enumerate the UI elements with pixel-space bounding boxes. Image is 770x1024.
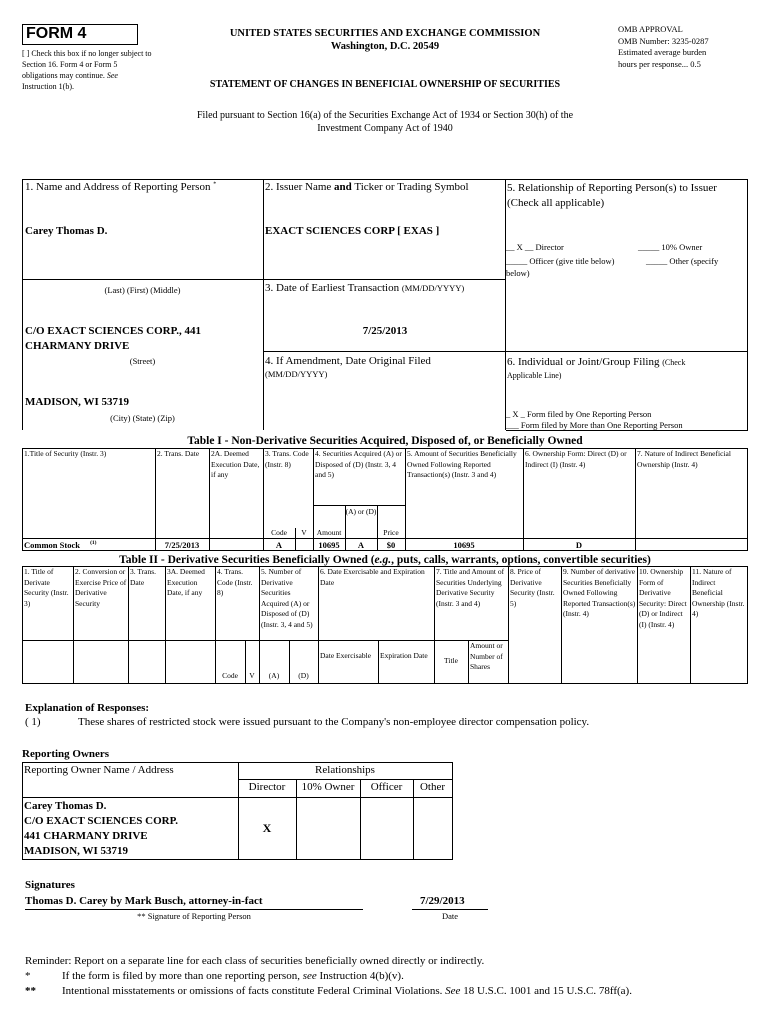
issuer-name: EXACT SCIENCES CORP [ EXAS ]: [265, 225, 440, 237]
t2-col8: 8. Price of Derivative Security (Instr. 5): [510, 567, 555, 608]
date-label: Date: [441, 911, 459, 921]
t2-col2: 2. Conversion or Exercise Price of Derivative Security: [75, 567, 127, 608]
t1-row-code: A: [275, 540, 283, 550]
t1-col3: 3. Trans. Code (Instr. 8): [265, 449, 309, 469]
signature-label: ** Signature of Reporting Person: [137, 911, 251, 921]
box1-label: [25, 181, 216, 193]
box1-label-text: 1. Name and Address of Reporting Person: [25, 181, 211, 193]
footnote-1: [62, 970, 404, 982]
owners-col-rel: Relationships: [315, 764, 375, 776]
t2-sub-code: Code: [222, 671, 238, 680]
owners-heading: Reporting Owners: [22, 748, 110, 760]
date-line: [412, 909, 488, 910]
t1-row-form: D: [575, 540, 583, 550]
explanation-marker: ( 1): [25, 716, 41, 728]
t1-col1: 1.Title of Security (Instr. 3): [24, 449, 107, 458]
t1-sub-code: Code: [271, 528, 287, 537]
owner-name-line1: Carey Thomas D.: [24, 800, 107, 812]
see-label: See: [106, 71, 118, 80]
t2-col4: 4. Trans. Code (Instr. 8): [217, 567, 253, 597]
name-parts-label: (Last) (First) (Middle): [104, 285, 181, 295]
below-label: below): [506, 268, 530, 278]
t2-col7: 7. Title and Amount of Securities Underlying Derivative Security (Instr. 3 and 4): [436, 567, 505, 608]
t1-col7: 7. Nature of Indirect Beneficial Ownership (Instr. 4): [637, 449, 731, 469]
reporting-street: [25, 324, 201, 354]
t1-row-price: $0: [386, 540, 396, 550]
t2-col11: 11. Nature of Indirect Beneficial Ownership (Instr. 4): [692, 567, 745, 618]
t1-row-footnote: (1): [90, 540, 97, 547]
agency-block: [160, 27, 610, 53]
box2-label-and: and: [334, 181, 352, 193]
t2-sub-a: (A): [268, 671, 280, 680]
owners-sub-officer: Officer: [370, 781, 403, 793]
city-parts-label: (City) (State) (Zip): [110, 413, 175, 423]
table2-title: [22, 554, 748, 566]
t2-sub-v: V: [249, 671, 255, 680]
t1-sub-amount: Amount: [316, 528, 342, 537]
signature-date: 7/29/2013: [420, 895, 465, 907]
box5-label-text2: (Check all applicable): [507, 197, 605, 209]
signature-line: [25, 909, 363, 910]
more-person-filing: ___ Form filed by More than One Reporting Person: [506, 420, 683, 430]
t1-row-owned: 10695: [453, 540, 475, 550]
table2-title-eg: e.g.: [374, 554, 392, 566]
agency-name: UNITED STATES SECURITIES AND EXCHANGE COMMISSION: [229, 28, 541, 39]
director-check: __ X __ Director: [506, 242, 564, 252]
t2-sub-title: Title: [444, 656, 458, 665]
t2-sub-d: (D): [298, 671, 309, 680]
owners-sub-director: Director: [248, 781, 286, 793]
officer-check: _____ Officer (give title below): [506, 256, 615, 266]
footnote2-see: See: [445, 985, 461, 997]
t2-sub-date-exercisable: Date Exercisable: [320, 651, 372, 660]
agency-city: Washington, D.C. 20549: [330, 41, 440, 52]
t2-col5: 5. Number of Derivative Securities Acquired (A) or Disposed of (D) (Instr. 3, 4 and 5): [261, 567, 313, 629]
omb-hours: hours per response... 0.5: [618, 58, 701, 69]
footnote-2: [62, 985, 632, 997]
owner-name-line4: MADISON, WI 53719: [24, 845, 129, 857]
explanation-heading: Explanation of Responses:: [25, 702, 150, 714]
footnote1-post: Instruction 4(b)(v).: [319, 970, 404, 982]
footnote2-post: 18 U.S.C. 1001 and 15 U.S.C. 78ff(a).: [463, 985, 632, 997]
t1-row-title: [24, 540, 97, 550]
omb-estimated: Estimated average burden: [618, 47, 707, 57]
filed-pursuant-line1: Filed pursuant to Section 16(a) of the Securities Exchange Act of 1934 or Section 30(h) of the: [196, 110, 574, 121]
owner-name-line2: C/O EXACT SCIENCES CORP.: [24, 815, 179, 827]
footnote-star2: **: [25, 985, 36, 997]
t2-sub-expiration: Expiration Date: [380, 651, 428, 660]
reminder: Reminder: Report on a separate line for each class of securities beneficially owned directly or indirectly.: [25, 955, 485, 967]
box5-label-text: 5. Relationship of Reporting Person(s) to Issuer: [507, 182, 717, 194]
box2-label-pre: 2. Issuer Name: [265, 181, 332, 193]
box2-label: [265, 181, 469, 193]
t2-sub-amount: Amount or Number of Shares: [470, 641, 503, 671]
table2-title-pre: Table II - Derivative Securities Beneficially Owned (: [119, 554, 375, 566]
table1-title: Table I - Non-Derivative Securities Acquired, Disposed of, or Beneficially Owned: [187, 435, 583, 447]
t1-col2: 2. Trans. Date: [157, 449, 200, 458]
omb-approval: OMB APPROVAL: [618, 24, 683, 34]
box2-label-post: Ticker or Trading Symbol: [354, 181, 469, 193]
t1-col6: 6. Ownership Form: Direct (D) or Indirect (I) (Instr. 4): [525, 449, 627, 469]
table2-title-post: , puts, calls, warrants, options, convertible securities): [391, 554, 651, 566]
t2-col6: 6. Date Exercisable and Expiration Date: [320, 567, 425, 587]
t1-sub-price: Price: [383, 528, 399, 537]
box4-label-fmt: (MM/DD/YYYY): [265, 369, 328, 379]
owner-name-address: [24, 799, 178, 859]
reporting-city: MADISON, WI 53719: [25, 396, 130, 408]
t2-col3: 3. Trans. Date: [130, 567, 157, 587]
owners-sub-ten: 10% Owner: [301, 781, 355, 793]
earliest-transaction-date: 7/25/2013: [362, 325, 408, 337]
instruction-ref: Instruction 1(b).: [22, 82, 74, 91]
box6-label-text: 6. Individual or Joint/Group Filing: [507, 356, 660, 368]
other-check: _____ Other (specify: [646, 256, 719, 266]
footnote1-pre: If the form is filed by more than one reporting person,: [62, 970, 300, 982]
t1-col4: 4. Securities Acquired (A) or Disposed of (D) (Instr. 3, 4 and 5): [315, 449, 402, 479]
t2-col9: 9. Number of derivative Securities Beneficially Owned Following Reported Transaction(s) (Instr. 4): [563, 567, 636, 618]
t1-col5: 5. Amount of Securities Beneficially Owned Following Reported Transaction(s) (Instr. 3 and 4): [407, 449, 517, 479]
street-line2: CHARMANY DRIVE: [25, 340, 130, 352]
check-box-notice: [22, 48, 152, 92]
box4-label-text: 4. If Amendment, Date Original Filed: [265, 355, 431, 367]
t1-row-date: 7/25/2013: [164, 540, 200, 550]
t1-row-amount: 10695: [318, 540, 340, 550]
owners-col-name: Reporting Owner Name / Address: [24, 764, 174, 776]
box6-label-check: (Check: [662, 358, 686, 367]
footnote1-see: see: [302, 970, 317, 982]
one-person-filing: _ X _ Form filed by One Reporting Person: [506, 409, 652, 419]
t1-col2a: 2A. Deemed Execution Date, if any: [211, 449, 260, 479]
t1-sub-a-or-d: (A) or (D): [345, 507, 377, 516]
t2-col10: 10. Ownership Form of Derivative Security: Direct (D) or Indirect (I) (Instr. 4): [639, 567, 687, 629]
ten-pct-owner-check: _____ 10% Owner: [638, 242, 703, 252]
check-box-text: [ ] Check this box if no longer subject to Section 16. Form 4 or Form 5 obligations may continue.: [22, 49, 152, 80]
box1-label-marker: *: [213, 181, 217, 188]
reporting-person-name: Carey Thomas D.: [25, 225, 108, 237]
footnote2-pre: Intentional misstatements or omissions of facts constitute Federal Criminal Violations.: [62, 985, 443, 997]
t1-sub-v: V: [301, 528, 307, 537]
form-title-box: [22, 24, 138, 45]
box3-label: [265, 282, 464, 294]
box3-label-fmt: (MM/DD/YYYY): [401, 283, 465, 293]
owner-director-mark: X: [262, 821, 272, 835]
omb-number: OMB Number: 3235-0287: [618, 35, 709, 46]
signer-name: Thomas D. Carey by Mark Busch, attorney-in-fact: [25, 895, 263, 907]
explanation-text: These shares of restricted stock were issued pursuant to the Company's non-employee director compensation policy.: [78, 716, 590, 728]
t2-col1: 1. Title of Derivate Security (Instr. 3): [24, 567, 69, 608]
owners-sub-other: Other: [419, 781, 446, 793]
street-label: (Street): [129, 356, 156, 366]
box3-label-text: 3. Date of Earliest Transaction: [265, 282, 400, 294]
t1-row-title-text: Common Stock: [24, 540, 80, 550]
signatures-heading: Signatures: [25, 879, 75, 891]
box4-label: [265, 355, 431, 381]
owner-name-line3: 441 CHARMANY DRIVE: [24, 830, 148, 842]
box6-label: [507, 356, 685, 382]
filed-pursuant: [100, 109, 670, 135]
box5-label: [507, 181, 747, 211]
statement-title: STATEMENT OF CHANGES IN BENEFICIAL OWNERSHIP OF SECURITIES: [209, 79, 561, 90]
filed-pursuant-line2: Investment Company Act of 1940: [317, 123, 453, 134]
omb-box: [618, 24, 758, 70]
street-line1: C/O EXACT SCIENCES CORP., 441: [25, 325, 202, 337]
box6-label-text2: Applicable Line): [507, 371, 562, 380]
form-title: FORM 4: [26, 25, 87, 42]
t2-col3a: 3A. Deemed Execution Date, if any: [167, 567, 205, 597]
footnote-star1: *: [25, 970, 31, 982]
t1-row-a-or-d: A: [357, 540, 365, 550]
